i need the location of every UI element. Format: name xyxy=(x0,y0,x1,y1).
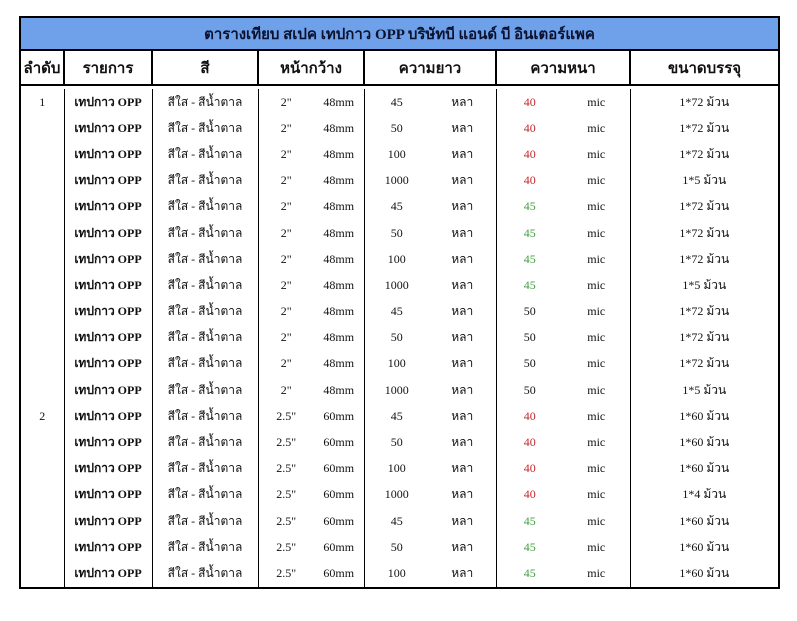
cell-thickness: 45 xyxy=(496,272,563,298)
cell-no xyxy=(20,325,64,351)
cell-item: เทปกาว OPP xyxy=(64,560,152,587)
cell-color: สีใส - สีน้ำตาล xyxy=(152,560,258,587)
cell-no xyxy=(20,351,64,377)
table-row xyxy=(20,325,779,351)
cell-thickness-unit: mic xyxy=(563,351,630,377)
cell-width-mm: 48mm xyxy=(314,89,364,115)
cell-width-inch: 2" xyxy=(258,272,314,298)
cell-color: สีใส - สีน้ำตาล xyxy=(152,377,258,403)
cell-thickness: 50 xyxy=(496,325,563,351)
cell-length: 50 xyxy=(364,429,429,455)
cell-length-unit: หลา xyxy=(429,89,496,115)
cell-no xyxy=(20,141,64,167)
cell-no xyxy=(20,456,64,482)
cell-width-inch: 2.5" xyxy=(258,403,314,429)
cell-thickness-unit: mic xyxy=(563,482,630,508)
cell-length-unit: หลา xyxy=(429,299,496,325)
cell-length: 45 xyxy=(364,194,429,220)
cell-width-inch: 2" xyxy=(258,246,314,272)
cell-length: 100 xyxy=(364,246,429,272)
cell-pack: 1*72 ม้วน xyxy=(630,299,779,325)
spec-table xyxy=(19,16,780,589)
cell-width-inch: 2" xyxy=(258,168,314,194)
cell-width-mm: 48mm xyxy=(314,168,364,194)
table-row xyxy=(20,351,779,377)
header-color: สี xyxy=(152,50,258,85)
table-row xyxy=(20,194,779,220)
cell-pack: 1*72 ม้วน xyxy=(630,220,779,246)
cell-color: สีใส - สีน้ำตาล xyxy=(152,115,258,141)
cell-item: เทปกาว OPP xyxy=(64,351,152,377)
cell-color: สีใส - สีน้ำตาล xyxy=(152,299,258,325)
cell-color: สีใส - สีน้ำตาล xyxy=(152,168,258,194)
cell-item: เทปกาว OPP xyxy=(64,377,152,403)
cell-thickness: 45 xyxy=(496,220,563,246)
cell-item: เทปกาว OPP xyxy=(64,508,152,534)
cell-width-mm: 48mm xyxy=(314,141,364,167)
cell-no xyxy=(20,534,64,560)
cell-width-inch: 2" xyxy=(258,89,314,115)
cell-thickness-unit: mic xyxy=(563,272,630,298)
table-row xyxy=(20,377,779,403)
table-row xyxy=(20,220,779,246)
cell-width-mm: 60mm xyxy=(314,508,364,534)
cell-color: สีใส - สีน้ำตาล xyxy=(152,534,258,560)
header-length: ความยาว xyxy=(364,50,496,85)
cell-item: เทปกาว OPP xyxy=(64,272,152,298)
table-row xyxy=(20,534,779,560)
cell-length: 50 xyxy=(364,534,429,560)
cell-width-inch: 2.5" xyxy=(258,508,314,534)
cell-width-mm: 48mm xyxy=(314,325,364,351)
cell-item: เทปกาว OPP xyxy=(64,115,152,141)
cell-length-unit: หลา xyxy=(429,456,496,482)
cell-no xyxy=(20,220,64,246)
cell-length-unit: หลา xyxy=(429,534,496,560)
cell-length-unit: หลา xyxy=(429,508,496,534)
cell-pack: 1*60 ม้วน xyxy=(630,560,779,587)
cell-length-unit: หลา xyxy=(429,115,496,141)
cell-length: 100 xyxy=(364,351,429,377)
cell-width-mm: 48mm xyxy=(314,299,364,325)
cell-color: สีใส - สีน้ำตาล xyxy=(152,403,258,429)
cell-thickness-unit: mic xyxy=(563,141,630,167)
cell-width-mm: 48mm xyxy=(314,194,364,220)
table-row xyxy=(20,429,779,455)
cell-width-inch: 2.5" xyxy=(258,534,314,560)
cell-item: เทปกาว OPP xyxy=(64,403,152,429)
table-row xyxy=(20,456,779,482)
cell-thickness: 50 xyxy=(496,377,563,403)
cell-thickness-unit: mic xyxy=(563,246,630,272)
cell-thickness: 40 xyxy=(496,482,563,508)
cell-width-mm: 60mm xyxy=(314,560,364,587)
cell-width-inch: 2" xyxy=(258,325,314,351)
cell-thickness: 45 xyxy=(496,560,563,587)
cell-pack: 1*72 ม้วน xyxy=(630,115,779,141)
spec-sheet xyxy=(19,16,778,589)
cell-item: เทปกาว OPP xyxy=(64,456,152,482)
cell-no xyxy=(20,299,64,325)
table-row xyxy=(20,482,779,508)
cell-no xyxy=(20,560,64,587)
header-no: ลำดับ xyxy=(20,50,64,85)
cell-pack: 1*72 ม้วน xyxy=(630,246,779,272)
cell-color: สีใส - สีน้ำตาล xyxy=(152,141,258,167)
cell-pack: 1*60 ม้วน xyxy=(630,403,779,429)
cell-length: 50 xyxy=(364,115,429,141)
cell-no: 2 xyxy=(20,403,64,429)
table-row xyxy=(20,115,779,141)
cell-length-unit: หลา xyxy=(429,560,496,587)
cell-pack: 1*72 ม้วน xyxy=(630,89,779,115)
cell-color: สีใส - สีน้ำตาล xyxy=(152,272,258,298)
cell-item: เทปกาว OPP xyxy=(64,89,152,115)
cell-thickness-unit: mic xyxy=(563,429,630,455)
cell-thickness-unit: mic xyxy=(563,115,630,141)
cell-color: สีใส - สีน้ำตาล xyxy=(152,456,258,482)
cell-pack: 1*72 ม้วน xyxy=(630,141,779,167)
cell-width-inch: 2.5" xyxy=(258,456,314,482)
cell-pack: 1*60 ม้วน xyxy=(630,456,779,482)
cell-length-unit: หลา xyxy=(429,272,496,298)
cell-thickness: 50 xyxy=(496,299,563,325)
cell-thickness-unit: mic xyxy=(563,403,630,429)
table-title: ตารางเทียบ สเปค เทปกาว OPP บริษัทบี แอนด์ บี อินเตอร์แพค xyxy=(20,17,779,50)
cell-thickness-unit: mic xyxy=(563,377,630,403)
cell-thickness-unit: mic xyxy=(563,299,630,325)
cell-no: 1 xyxy=(20,89,64,115)
table-row xyxy=(20,560,779,587)
cell-no xyxy=(20,115,64,141)
cell-no xyxy=(20,482,64,508)
table-row xyxy=(20,508,779,534)
cell-length-unit: หลา xyxy=(429,246,496,272)
cell-thickness-unit: mic xyxy=(563,325,630,351)
cell-width-inch: 2" xyxy=(258,141,314,167)
cell-thickness-unit: mic xyxy=(563,220,630,246)
cell-length: 45 xyxy=(364,508,429,534)
cell-no xyxy=(20,272,64,298)
cell-thickness: 40 xyxy=(496,456,563,482)
cell-color: สีใส - สีน้ำตาล xyxy=(152,89,258,115)
cell-length-unit: หลา xyxy=(429,168,496,194)
cell-thickness: 40 xyxy=(496,141,563,167)
cell-length-unit: หลา xyxy=(429,482,496,508)
cell-no xyxy=(20,429,64,455)
cell-thickness-unit: mic xyxy=(563,508,630,534)
cell-item: เทปกาว OPP xyxy=(64,220,152,246)
cell-color: สีใส - สีน้ำตาล xyxy=(152,325,258,351)
cell-pack: 1*60 ม้วน xyxy=(630,508,779,534)
cell-width-mm: 48mm xyxy=(314,377,364,403)
cell-color: สีใส - สีน้ำตาล xyxy=(152,246,258,272)
cell-pack: 1*72 ม้วน xyxy=(630,325,779,351)
table-row xyxy=(20,246,779,272)
cell-thickness-unit: mic xyxy=(563,194,630,220)
cell-length: 45 xyxy=(364,299,429,325)
cell-width-inch: 2.5" xyxy=(258,429,314,455)
cell-item: เทปกาว OPP xyxy=(64,429,152,455)
cell-length-unit: หลา xyxy=(429,403,496,429)
cell-width-mm: 48mm xyxy=(314,115,364,141)
cell-length: 100 xyxy=(364,456,429,482)
cell-thickness: 40 xyxy=(496,115,563,141)
cell-color: สีใส - สีน้ำตาล xyxy=(152,351,258,377)
cell-no xyxy=(20,377,64,403)
cell-thickness-unit: mic xyxy=(563,168,630,194)
cell-width-mm: 48mm xyxy=(314,272,364,298)
cell-thickness: 45 xyxy=(496,246,563,272)
cell-color: สีใส - สีน้ำตาล xyxy=(152,194,258,220)
cell-pack: 1*5 ม้วน xyxy=(630,168,779,194)
cell-length: 100 xyxy=(364,141,429,167)
header-pack: ขนาดบรรจุ xyxy=(630,50,779,85)
cell-item: เทปกาว OPP xyxy=(64,325,152,351)
cell-no xyxy=(20,194,64,220)
cell-color: สีใส - สีน้ำตาล xyxy=(152,429,258,455)
cell-thickness-unit: mic xyxy=(563,534,630,560)
cell-width-mm: 60mm xyxy=(314,456,364,482)
cell-item: เทปกาว OPP xyxy=(64,194,152,220)
cell-item: เทปกาว OPP xyxy=(64,534,152,560)
cell-width-mm: 60mm xyxy=(314,429,364,455)
cell-width-mm: 48mm xyxy=(314,220,364,246)
cell-pack: 1*5 ม้วน xyxy=(630,377,779,403)
cell-width-mm: 60mm xyxy=(314,403,364,429)
header-thickness: ความหนา xyxy=(496,50,630,85)
cell-length-unit: หลา xyxy=(429,429,496,455)
cell-color: สีใส - สีน้ำตาล xyxy=(152,508,258,534)
table-row xyxy=(20,141,779,167)
cell-width-inch: 2" xyxy=(258,299,314,325)
cell-length-unit: หลา xyxy=(429,141,496,167)
cell-width-inch: 2" xyxy=(258,351,314,377)
cell-width-inch: 2.5" xyxy=(258,482,314,508)
cell-length: 1000 xyxy=(364,168,429,194)
cell-length: 100 xyxy=(364,560,429,587)
cell-width-inch: 2" xyxy=(258,115,314,141)
cell-pack: 1*72 ม้วน xyxy=(630,194,779,220)
cell-length-unit: หลา xyxy=(429,194,496,220)
cell-no xyxy=(20,508,64,534)
cell-length: 50 xyxy=(364,325,429,351)
cell-pack: 1*60 ม้วน xyxy=(630,429,779,455)
cell-width-mm: 48mm xyxy=(314,351,364,377)
cell-thickness: 40 xyxy=(496,89,563,115)
table-body xyxy=(20,89,779,588)
cell-color: สีใส - สีน้ำตาล xyxy=(152,482,258,508)
cell-length: 45 xyxy=(364,403,429,429)
cell-length: 1000 xyxy=(364,482,429,508)
cell-pack: 1*4 ม้วน xyxy=(630,482,779,508)
cell-thickness: 45 xyxy=(496,508,563,534)
cell-item: เทปกาว OPP xyxy=(64,482,152,508)
cell-item: เทปกาว OPP xyxy=(64,299,152,325)
cell-width-mm: 60mm xyxy=(314,534,364,560)
header-width: หน้ากว้าง xyxy=(258,50,364,85)
cell-length: 45 xyxy=(364,89,429,115)
cell-width-inch: 2" xyxy=(258,194,314,220)
cell-length: 1000 xyxy=(364,377,429,403)
cell-pack: 1*5 ม้วน xyxy=(630,272,779,298)
cell-item: เทปกาว OPP xyxy=(64,141,152,167)
table-row xyxy=(20,89,779,115)
cell-color: สีใส - สีน้ำตาล xyxy=(152,220,258,246)
cell-thickness: 45 xyxy=(496,534,563,560)
cell-thickness: 40 xyxy=(496,429,563,455)
cell-item: เทปกาว OPP xyxy=(64,168,152,194)
cell-length-unit: หลา xyxy=(429,220,496,246)
cell-thickness: 50 xyxy=(496,351,563,377)
table-row xyxy=(20,272,779,298)
cell-thickness-unit: mic xyxy=(563,89,630,115)
cell-length: 1000 xyxy=(364,272,429,298)
cell-no xyxy=(20,168,64,194)
cell-pack: 1*60 ม้วน xyxy=(630,534,779,560)
cell-thickness-unit: mic xyxy=(563,560,630,587)
cell-length: 50 xyxy=(364,220,429,246)
cell-pack: 1*72 ม้วน xyxy=(630,351,779,377)
cell-width-mm: 60mm xyxy=(314,482,364,508)
cell-width-inch: 2" xyxy=(258,377,314,403)
cell-length-unit: หลา xyxy=(429,325,496,351)
cell-thickness: 40 xyxy=(496,403,563,429)
cell-thickness: 40 xyxy=(496,168,563,194)
table-row xyxy=(20,168,779,194)
cell-width-inch: 2" xyxy=(258,220,314,246)
cell-width-mm: 48mm xyxy=(314,246,364,272)
cell-no xyxy=(20,246,64,272)
cell-item: เทปกาว OPP xyxy=(64,246,152,272)
cell-length-unit: หลา xyxy=(429,377,496,403)
cell-thickness-unit: mic xyxy=(563,456,630,482)
table-row xyxy=(20,299,779,325)
cell-width-inch: 2.5" xyxy=(258,560,314,587)
table-row xyxy=(20,403,779,429)
cell-length-unit: หลา xyxy=(429,351,496,377)
header-item: รายการ xyxy=(64,50,152,85)
cell-thickness: 45 xyxy=(496,194,563,220)
